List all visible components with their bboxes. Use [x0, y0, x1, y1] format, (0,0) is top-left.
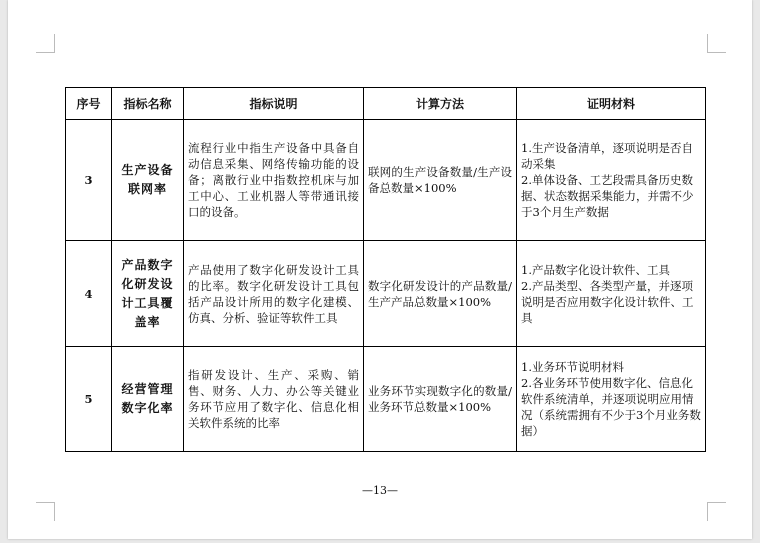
proof-item: 2.单体设备、工艺段需具备历史数据、状态数据采集能力，并需不少于3个月生产数据	[521, 173, 694, 219]
crop-mark-bottom-left	[36, 502, 55, 521]
header-no: 序号	[66, 88, 112, 120]
calculation-method: 数字化研发设计的产品数量/生产产品总数量×100%	[364, 241, 517, 347]
calculation-method: 联网的生产设备数量/生产设备总数量×100%	[364, 120, 517, 241]
proof-item: 1.生产设备清单，逐项说明是否自动采集	[521, 141, 693, 171]
crop-mark-top-left	[36, 34, 55, 53]
proof-item: 2.各业务环节使用数字化、信息化软件系统清单，并逐项说明应用情况（系统需拥有不少于3个月业务数据）	[521, 376, 701, 438]
proof-item: 1.业务环节说明材料	[521, 360, 624, 374]
row-number: 4	[66, 241, 112, 347]
table-row	[66, 347, 706, 452]
indicator-description: 产品使用了数字化研发设计工具的比率。数字化研发设计工具包括产品设计所用的数字化建模、仿真、分析、验证等软件工具	[184, 241, 364, 347]
indicator-description: 流程行业中指生产设备中具备自动信息采集、网络传输功能的设备；离散行业中指数控机床与加工中心、工业机器人等带通讯接口的设备。	[184, 120, 364, 241]
row-number: 3	[66, 120, 112, 241]
proof-materials	[517, 120, 706, 241]
header-name: 指标名称	[112, 88, 184, 120]
indicator-name: 经营管理数字化率	[112, 347, 184, 452]
proof-item: 2.产品类型、各类型产量，并逐项说明是否应用数字化设计软件、工具	[521, 278, 694, 325]
row-number: 5	[66, 347, 112, 452]
header-proof: 证明材料	[517, 88, 706, 120]
table-row	[66, 120, 706, 241]
page-number: —13—	[362, 484, 398, 497]
document-page	[8, 0, 752, 539]
calculation-method: 业务环节实现数字化的数量/业务环节总数量×100%	[364, 347, 517, 452]
header-desc: 指标说明	[184, 88, 364, 120]
proof-materials	[517, 241, 706, 347]
indicator-name: 生产设备联网率	[112, 120, 184, 241]
header-calc: 计算方法	[364, 88, 517, 120]
table-row	[66, 241, 706, 347]
proof-item: 1.产品数字化设计软件、工具	[521, 262, 670, 277]
table-header-row	[66, 88, 706, 120]
indicator-description: 指研发设计、生产、采购、销售、财务、人力、办公等关键业务环节应用了数字化、信息化相关软件系统的比率	[184, 347, 364, 452]
indicator-name: 产品数字化研发设计工具覆盖率	[112, 241, 184, 347]
crop-mark-top-right	[707, 34, 726, 53]
indicator-table	[65, 87, 706, 452]
proof-materials	[517, 347, 706, 452]
crop-mark-bottom-right	[707, 502, 726, 521]
